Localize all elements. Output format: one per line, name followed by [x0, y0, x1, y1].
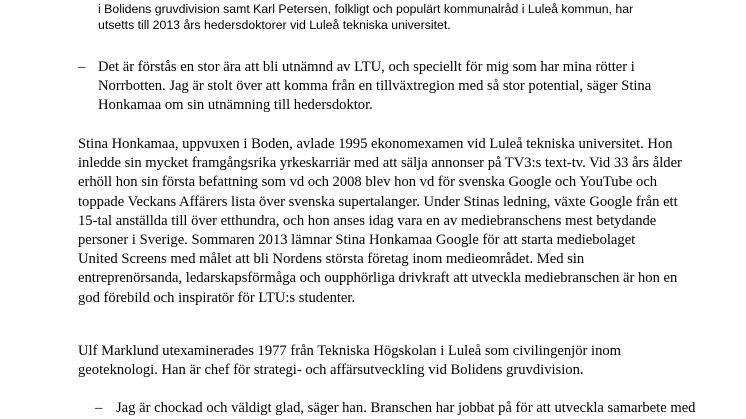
- paragraph-line: personer i Sverige. Sommaren 2013 lämnar Stina Honkamaa Google för att starta mediebolaget: [78, 232, 636, 249]
- paragraph-line: toppade Veckans Affärers lista över svenska supertalanger. Under Stinas ledning, växte Google från ett: [78, 193, 678, 210]
- paragraph-line: god förebild och inspiratör för LTU:s studenter.: [78, 289, 356, 306]
- quote-line: Norrbotten. Jag är stolt över att komma från en tillväxtregion med så stor potential, säger Stina: [98, 78, 652, 95]
- paragraph-ulf: [78, 342, 638, 380]
- paragraph-line: United Screens med målet att bli Nordens största företag inom medieområdet. Med sin: [78, 251, 585, 268]
- paragraph-line: 15-tal anställda till över etthundra, och hon anses idag vara en av mediebranschens mest betydande: [78, 212, 657, 229]
- quote-stina: [98, 58, 658, 116]
- paragraph-stina: [78, 135, 682, 308]
- paragraph-line: Stina Honkamaa, uppvuxen i Boden, avlade 1995 ekonomexamen vid Luleå tekniska universitet. Hon: [78, 136, 673, 152]
- intro-paragraph: [98, 1, 658, 33]
- paragraph-line: erhöll hon sin första befattning som vd och 2008 blev hon vd för svenska Google och YouTube och: [78, 174, 658, 191]
- quote-dash: –: [78, 59, 86, 75]
- paragraph-line: Ulf Marklund utexaminerades 1977 från Tekniska Högskolan i Luleå som civilingenjör inom: [78, 343, 622, 359]
- intro-line: utsetts till 2013 års hedersdoktorer vid Luleå tekniska universitet.: [98, 18, 451, 32]
- intro-line: i Bolidens gruvdivision samt Karl Petersen, folkligt och populärt kommunalråd i Luleå kommun, har: [98, 2, 634, 16]
- paragraph-line: geoteknologi. Han är chef för strategi- och affärsutveckling vid Bolidens gruvdivision.: [78, 362, 584, 379]
- quote-dash: –: [95, 400, 103, 416]
- quote-line: Honkamaa om sin utnämning till hedersdoktor.: [98, 97, 373, 114]
- quote-ulf: [116, 399, 696, 418]
- quote-line: Det är förstås en stor ära att bli utnämnd av LTU, och speciellt för mig som har mina rötter i: [98, 59, 635, 75]
- paragraph-line: inledde sin mycket framgångsrika yrkeskarriär med att sälja annonser på TV3:s text-tv. Vid 33 års ålder: [78, 155, 682, 172]
- paragraph-line: entreprenörsanda, ledarskapsförmåga och oupphörliga drivkraft att utveckla mediebranschen är hon en: [78, 270, 678, 287]
- quote-line: Jag är chockad och väldigt glad, säger han. Branschen har jobbat på för att utveckla samarbete med: [116, 400, 696, 416]
